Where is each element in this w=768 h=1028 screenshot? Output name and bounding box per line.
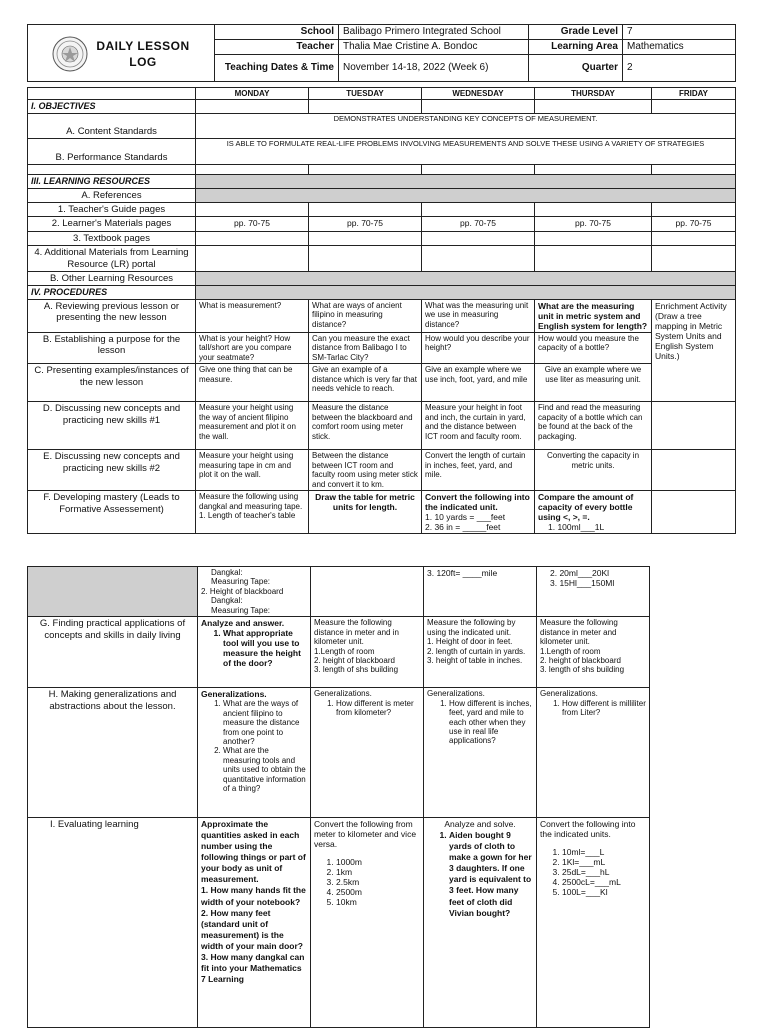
- procedure-a-friday: Enrichment Activity (Draw a tree mapping in Metric System Units and English System Units.): [652, 300, 736, 364]
- content-standards-label: A. Content Standards: [28, 114, 196, 139]
- procedure-a-label: A. Reviewing previous lesson or presenting the new lesson: [28, 300, 196, 333]
- deped-seal-icon: [52, 36, 88, 72]
- i-thu-item2: 2. 1Kl=___mL: [562, 857, 646, 867]
- learning-resources-heading: III. LEARNING RESOURCES: [28, 175, 196, 189]
- f-thu-cont-1: 2. 20ml___20Kl: [550, 568, 610, 578]
- procedure-f-monday-item1: 1. Length of teacher's table: [199, 510, 296, 520]
- procedure-f-thursday-item1: 1. 100ml___1L: [548, 522, 605, 533]
- lm-pages-tuesday: pp. 70-75: [309, 217, 422, 231]
- lm-pages-wednesday: pp. 70-75: [422, 217, 535, 231]
- procedure-d-monday: Measure your height using the way of ancient filipino measurement and plot it on the wall.: [196, 402, 309, 450]
- g-thu-item3: 3. length of shs building: [540, 665, 625, 675]
- additional-materials-label: 4. Additional Materials from Learning Resource (LR) portal: [28, 246, 196, 272]
- procedure-e-tuesday: Between the distance between ICT room and faculty room using meter stick and convert it to km.: [309, 450, 422, 491]
- grade-label: Grade Level: [529, 25, 623, 40]
- procedure-f-tuesday: Draw the table for metric units for length.: [309, 491, 422, 534]
- procedure-b-tuesday: Can you measure the exact distance from Balibago I to SM-Tarlac City?: [309, 333, 422, 364]
- i-mon-question1: 1. How many hands fit the width of your notebook?: [201, 885, 306, 907]
- h-mon-title: Generalizations.: [201, 689, 267, 700]
- performance-standards-text: IS ABLE TO FORMULATE REAL-LIFE PROBLEMS INVOLVING MEASUREMENTS AND SOLVE THESE USING A VARIETY OF STRATEGIES: [196, 139, 736, 165]
- i-tue-instruction: Convert the following from meter to kilometer and vice versa.: [314, 819, 417, 850]
- h-wed-question1: 1. How different is inches, feet, yard and mile to each other when they use in real life applications?: [449, 699, 533, 746]
- header-table: [27, 24, 736, 82]
- procedure-g-label: G. Finding practical applications of concepts and skills in daily living: [28, 617, 198, 688]
- procedure-i-tuesday: [311, 818, 424, 1028]
- quarter-value: 2: [623, 54, 736, 81]
- school-label: School: [215, 25, 339, 40]
- procedure-f-wednesday-continued: 3. 120ft= ____mile: [424, 567, 537, 617]
- lm-pages-monday: pp. 70-75: [196, 217, 309, 231]
- h-mon-question2: 2. What are the measuring tools and units used to obtain the quantitative information of a thing?: [223, 746, 307, 793]
- dates-label: Teaching Dates & Time: [215, 54, 339, 81]
- f-mon-cont-1: Dangkal:: [211, 568, 243, 577]
- lesson-table-page2: [27, 566, 650, 1028]
- procedure-e-wednesday: Convert the length of curtain in inches, feet, yard, and mile.: [422, 450, 535, 491]
- day-header-blank: [28, 88, 196, 100]
- procedure-b-monday: What is your height? How tall/short are you compare your seatmate?: [196, 333, 309, 364]
- g-thu-item1: 1.Length of room: [540, 646, 601, 656]
- i-thu-item5: 5. 100L=___Kl: [562, 887, 646, 897]
- dates-value: November 14-18, 2022 (Week 6): [339, 54, 529, 81]
- procedure-d-tuesday: Measure the distance between the blackboard and comfort room using meter stick.: [309, 402, 422, 450]
- i-wed-question1: 1. Aiden bought 9 yards of cloth to make a gown for her 3 daughters. If one yard is equivalent to 3 feet. How many feet of cloth did Vivian bought?: [449, 830, 533, 918]
- procedure-g-monday: [198, 617, 311, 688]
- i-tue-item2: 2. 1km: [336, 867, 420, 877]
- procedure-g-tuesday: [311, 617, 424, 688]
- g-wed-instruction: Measure the following by using the indicated unit.: [427, 618, 516, 637]
- f-mon-cont-4: Dangkal:: [211, 596, 243, 606]
- i-tue-item3: 3. 2.5km: [336, 877, 420, 887]
- procedure-a-thursday: What are the measuring unit in metric system and English system for length?: [535, 300, 652, 333]
- day-header-friday: FRIDAY: [652, 88, 736, 100]
- g-tue-instruction: Measure the following distance in meter and in kilometer unit.: [314, 618, 399, 647]
- procedure-g-wednesday: [424, 617, 537, 688]
- h-wed-title: Generalizations.: [427, 689, 485, 699]
- g-mon-title: Analyze and answer.: [201, 618, 285, 629]
- procedure-c-thursday: Give an example where we use liter as measuring unit.: [535, 364, 652, 402]
- g-tue-item1: 1.Length of room: [314, 646, 375, 656]
- procedure-f-wednesday-item1: 1. 10 yards = ___feet: [425, 512, 506, 523]
- i-tue-item5: 5. 10km: [336, 897, 420, 907]
- area-label: Learning Area: [529, 39, 623, 54]
- procedure-b-label: B. Establishing a purpose for the lesson: [28, 333, 196, 364]
- f-mon-cont-2: Measuring Tape:: [211, 577, 270, 587]
- i-thu-item4: 4. 2500cL=___mL: [562, 877, 646, 887]
- procedure-d-label: D. Discussing new concepts and practicing new skills #1: [28, 402, 196, 450]
- procedure-i-label: I. Evaluating learning: [28, 818, 198, 1028]
- g-thu-instruction: Measure the following distance in meter and kilometer unit.: [540, 618, 618, 647]
- procedure-e-label: E. Discussing new concepts and practicing new skills #2: [28, 450, 196, 491]
- procedure-h-label: H. Making generalizations and abstractions about the lesson.: [28, 688, 198, 818]
- teacher-label: Teacher: [215, 39, 339, 54]
- i-tue-item4: 4. 2500m: [336, 887, 420, 897]
- logo-cell: [28, 25, 215, 82]
- h-thu-question1: 1. How different is milliliter from Liter?: [562, 699, 646, 718]
- g-wed-item1: 1. Height of door in feet.: [427, 637, 513, 647]
- dll-title-line2: LOG: [129, 55, 157, 70]
- procedure-f-monday-continued: [198, 567, 311, 617]
- procedure-i-monday: [198, 818, 311, 1028]
- procedure-e-thursday: Converting the capacity in metric units.: [535, 450, 652, 491]
- g-thu-item2: 2. height of blackboard: [540, 655, 621, 665]
- other-resources-label: B. Other Learning Resources: [28, 272, 196, 286]
- area-value: Mathematics: [623, 39, 736, 54]
- f-thu-cont-2: 3. 15Hl___150Ml: [550, 578, 615, 589]
- i-thu-instruction: Convert the following into the indicated units.: [540, 819, 636, 840]
- teachers-guide-label: 1. Teacher's Guide pages: [28, 203, 196, 217]
- procedure-d-thursday: Find and read the measuring capacity of a bottle which can be found at the back of the packaging.: [535, 402, 652, 450]
- lm-pages-friday: pp. 70-75: [652, 217, 736, 231]
- day-header-tuesday: TUESDAY: [309, 88, 422, 100]
- f-mon-cont-3: 2. Height of blackboard: [201, 586, 284, 596]
- f-mon-cont-5: Measuring Tape:: [211, 605, 270, 615]
- procedure-a-monday: What is measurement?: [196, 300, 309, 333]
- procedure-f-thursday: [535, 491, 652, 534]
- i-thu-item1: 1. 10ml=___L: [562, 847, 646, 857]
- teacher-value: Thalia Mae Cristine A. Bondoc: [339, 39, 529, 54]
- textbook-label: 3. Textbook pages: [28, 231, 196, 245]
- day-header-wednesday: WEDNESDAY: [422, 88, 535, 100]
- procedure-e-monday: Measure your height using measuring tape in cm and plot it on the wall.: [196, 450, 309, 491]
- objectives-heading: I. OBJECTIVES: [28, 100, 196, 114]
- procedure-f-thursday-continued: [537, 567, 650, 617]
- i-mon-question3: 3. How many dangkal can fit into your Mathematics 7 Learning: [201, 951, 305, 984]
- procedure-c-label: C. Presenting examples/instances of the new lesson: [28, 364, 196, 402]
- g-tue-item2: 2. height of blackboard: [314, 655, 395, 665]
- procedure-i-thursday: [537, 818, 650, 1028]
- references-label: A. References: [28, 188, 196, 202]
- procedure-d-wednesday: Measure your height in foot and inch, the curtain in yard, and the distance between ICT room and faculty room.: [422, 402, 535, 450]
- procedure-f-wednesday-instruction: Convert the following into the indicated unit.: [425, 492, 530, 513]
- g-tue-item3: 3. length of shs building: [314, 665, 399, 675]
- learners-materials-label: 2. Learner's Materials pages: [28, 217, 196, 231]
- h-tue-question1: 1. How different is meter from kilometer?: [336, 699, 420, 718]
- i-mon-question2: 2. How many feet (standard unit of measurement) is the width of your main door?: [201, 907, 303, 951]
- h-thu-title: Generalizations.: [540, 689, 598, 699]
- procedure-h-wednesday: [424, 688, 537, 818]
- g-wed-item2: 2. length of curtain in yards.: [427, 646, 526, 656]
- performance-standards-label: B. Performance Standards: [28, 139, 196, 165]
- procedure-c-tuesday: Give an example of a distance which is very far that needs vehicle to reach.: [309, 364, 422, 402]
- g-mon-question1: 1. What appropriate tool will you use to measure the height of the door?: [223, 628, 307, 668]
- procedure-h-tuesday: [311, 688, 424, 818]
- procedure-a-wednesday: What was the measuring unit we use in measuring distance?: [422, 300, 535, 333]
- quarter-label: Quarter: [529, 54, 623, 81]
- school-value: Balibago Primero Integrated School: [339, 25, 529, 40]
- procedure-f-monday-instruction: Measure the following using dangkal and measuring tape.: [199, 492, 303, 511]
- procedure-f-label: F. Developing mastery (Leads to Formative Assessement): [28, 491, 196, 534]
- procedure-a-tuesday: What are ways of ancient filipino in measuring distance?: [309, 300, 422, 333]
- dll-title-line1: DAILY LESSON: [96, 38, 190, 53]
- h-mon-question1: 1. What are the ways of ancient filipino to measure the distance from one point to another?: [223, 699, 307, 746]
- content-standards-text: DEMONSTRATES UNDERSTANDING KEY CONCEPTS OF MEASUREMENT.: [196, 114, 736, 139]
- procedure-h-monday: [198, 688, 311, 818]
- day-header-thursday: THURSDAY: [535, 88, 652, 100]
- procedure-f-wednesday: [422, 491, 535, 534]
- grade-value: 7: [623, 25, 736, 40]
- day-header-monday: MONDAY: [196, 88, 309, 100]
- i-mon-instruction: Approximate the quantities asked in each number using the following things or part of your body as unit of measurement.: [201, 819, 306, 885]
- i-thu-item3: 3. 25dL=___hL: [562, 867, 646, 877]
- lesson-table-page1: [27, 87, 736, 534]
- procedure-h-thursday: [537, 688, 650, 818]
- lm-pages-thursday: pp. 70-75: [535, 217, 652, 231]
- i-tue-item1: 1. 1000m: [336, 857, 420, 867]
- procedure-i-wednesday: [424, 818, 537, 1028]
- procedure-g-thursday: [537, 617, 650, 688]
- procedure-b-wednesday: How would you describe your height?: [422, 333, 535, 364]
- procedure-f-thursday-instruction: Compare the amount of capacity of every bottle using <, >, =.: [538, 492, 634, 523]
- procedures-heading: IV. PROCEDURES: [28, 286, 196, 300]
- h-tue-title: Generalizations.: [314, 689, 372, 699]
- g-wed-item3: 3. height of table in inches.: [427, 655, 523, 665]
- procedure-c-monday: Give one thing that can be measure.: [196, 364, 309, 402]
- i-wed-title: Analyze and solve.: [444, 819, 516, 830]
- procedure-b-thursday: How would you measure the capacity of a bottle?: [535, 333, 652, 364]
- procedure-f-monday: [196, 491, 309, 534]
- procedure-f-wednesday-item2: 2. 36 in = _____feet: [425, 522, 501, 533]
- procedure-c-wednesday: Give an example where we use inch, foot, yard, and mile: [422, 364, 535, 402]
